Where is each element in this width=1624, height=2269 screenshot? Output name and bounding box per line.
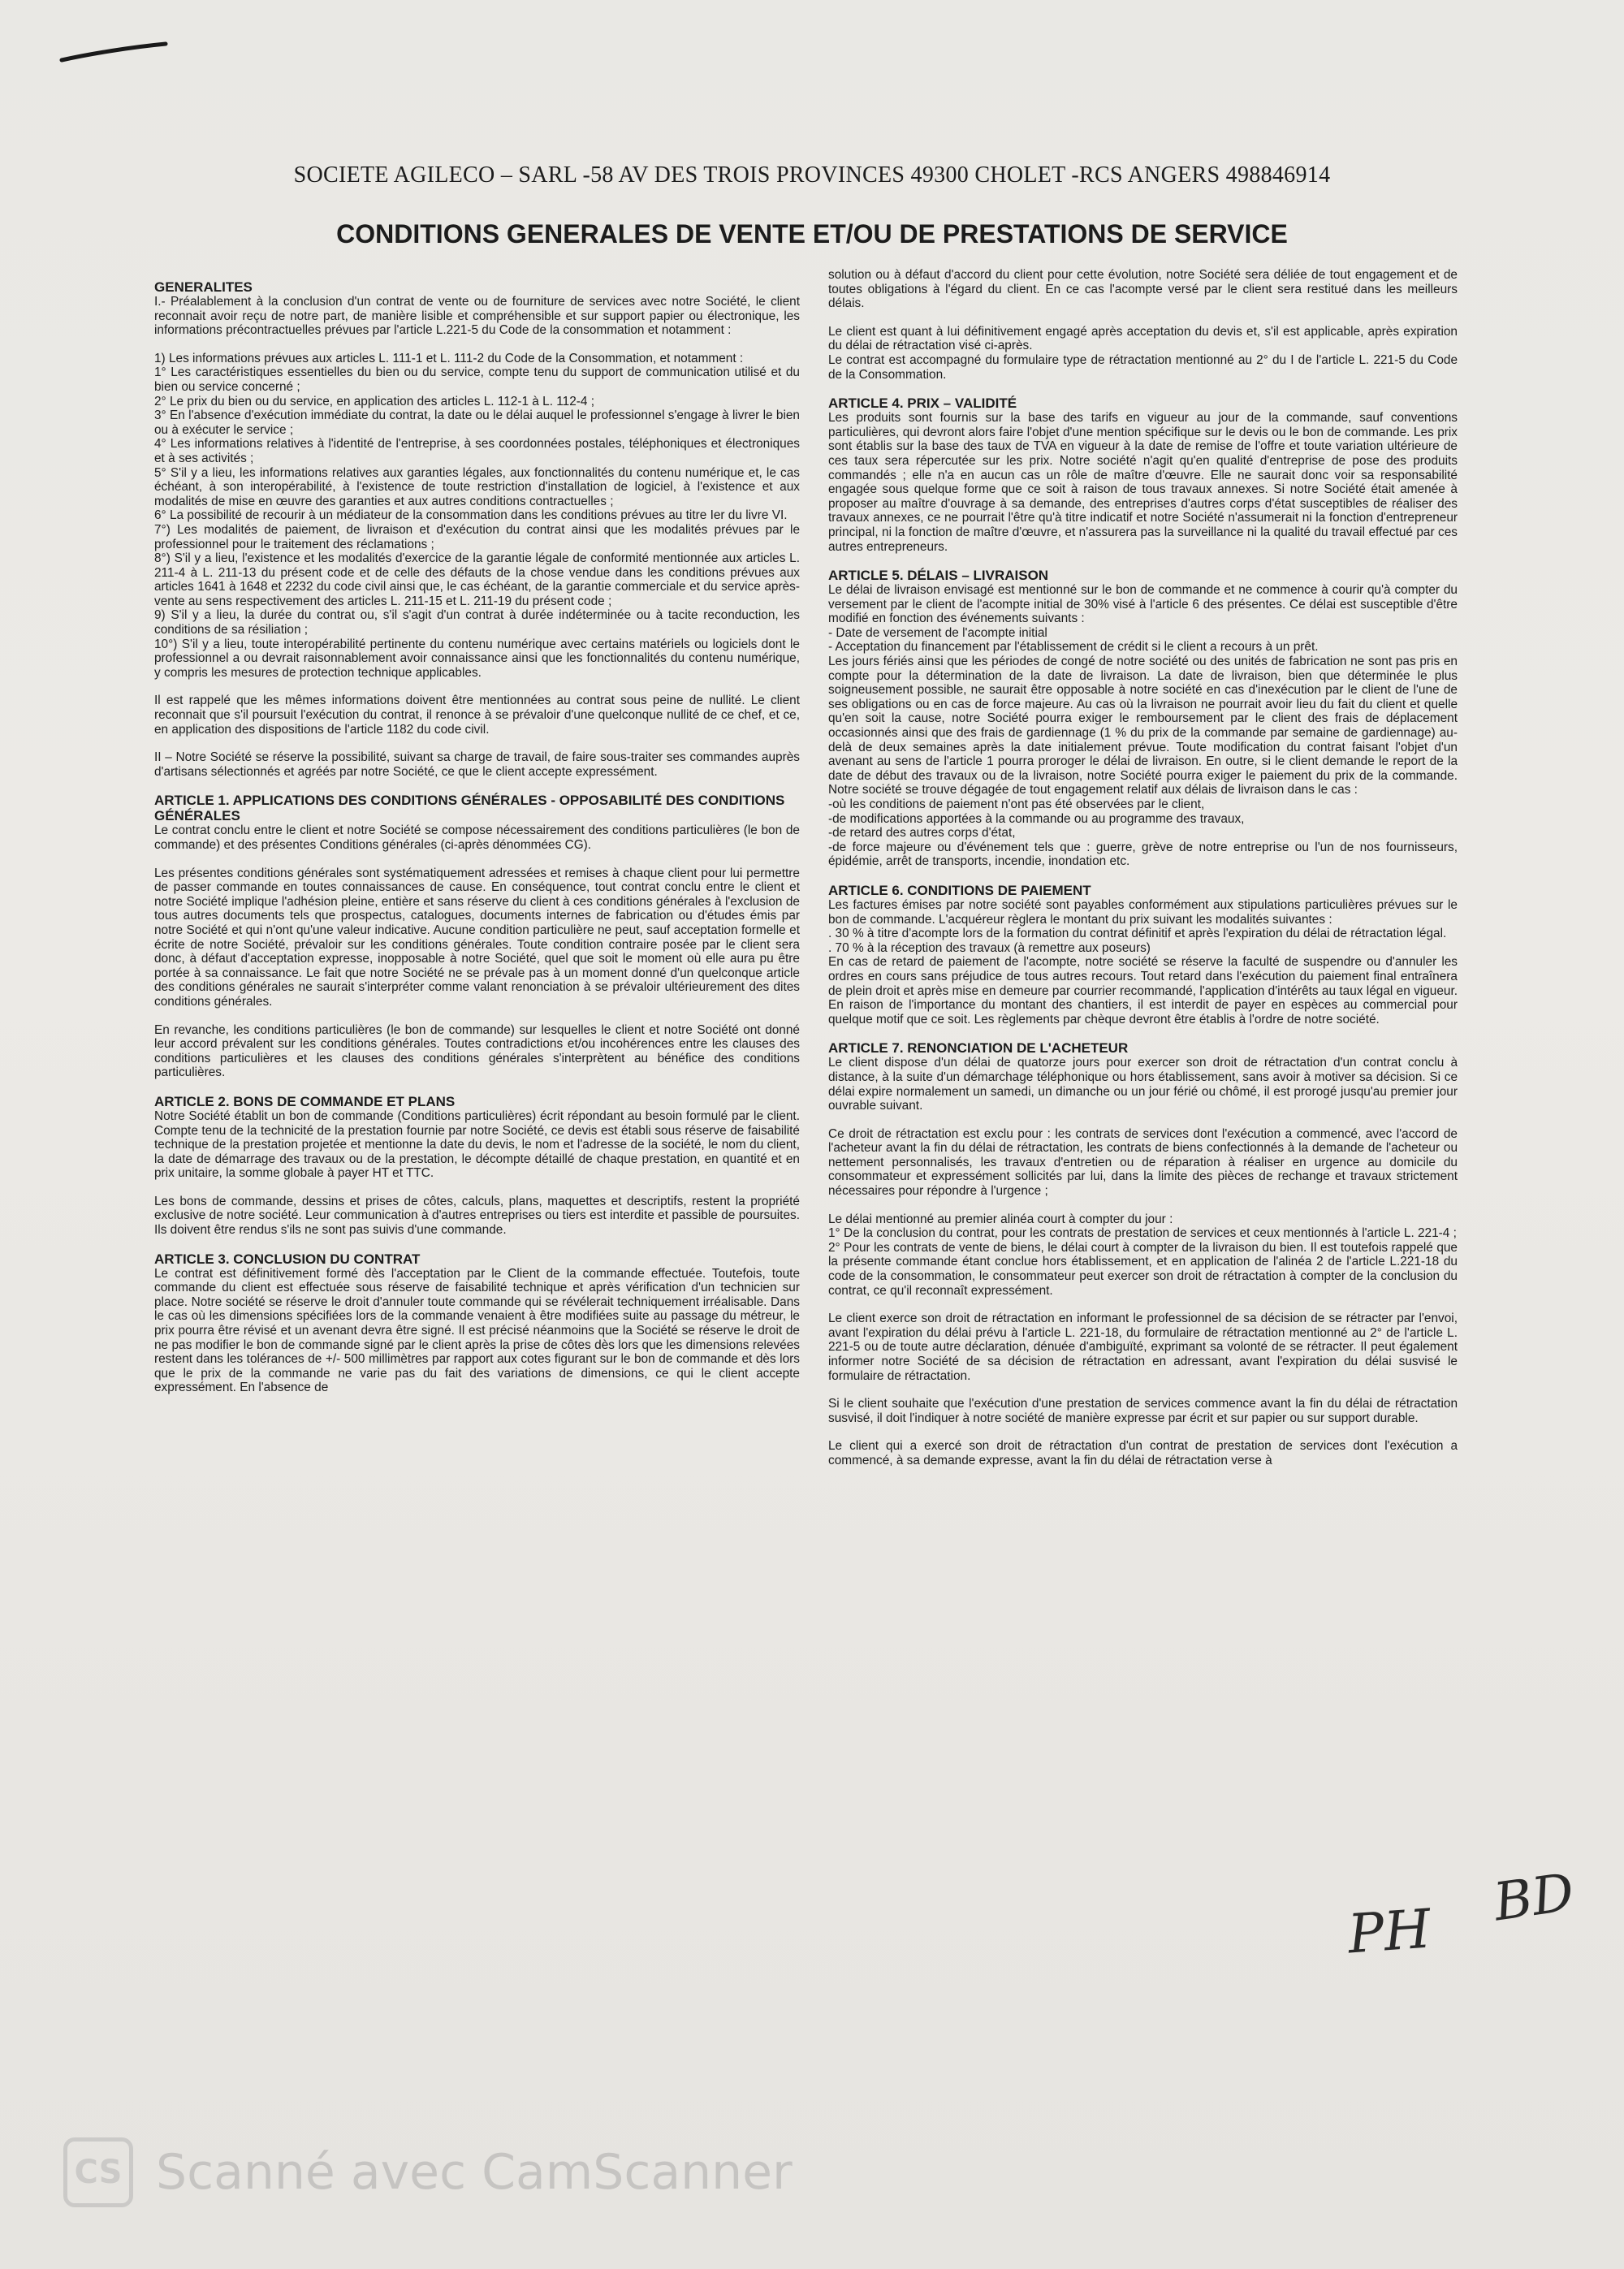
article-7-heading: ARTICLE 7. RENONCIATION DE L'ACHETEUR [828, 1040, 1129, 1057]
generalites-paragraph: II – Notre Société se réserve la possibilité, suivant sa charge de travail, de faire sous-traiter ses commandes auprès d'artisans sélectionnés et agréés par notre Société, ce que le client accepte expressément. [154, 750, 800, 779]
article-5-heading: ARTICLE 5. DÉLAIS – LIVRAISON [828, 568, 1049, 584]
article-1-heading: ARTICLE 1. APPLICATIONS DES CONDITIONS GÉNÉRALES - OPPOSABILITÉ DES CONDITIONS GÉNÉRALES [154, 793, 785, 824]
article-2-heading: ARTICLE 2. BONS DE COMMANDE ET PLANS [154, 1093, 456, 1109]
camscanner-logo-icon: CS [63, 2137, 133, 2207]
generalites-paragraph: I.- Préalablement à la conclusion d'un contrat de vente ou de fourniture de services avec notre Société, le client reconnait avoir reçu de notre part, de manière lisible et compréhensible et sur support papier ou électronique, les informations précontractuelles prévues par l'article L.221-5 du Code de la consommation et notamment : [154, 295, 800, 338]
handwritten-initials-ph: PH [1345, 1897, 1433, 1966]
article-7-paragraph: Si le client souhaite que l'exécution d'une prestation de services commence avant la fin du délai de rétractation susvisé, il doit l'indiquer à notre société de manière expresse par écrit et sur papier ou sur support durable. [828, 1397, 1458, 1425]
article-4-heading: ARTICLE 4. PRIX – VALIDITÉ [828, 395, 1017, 412]
article-7-paragraph: Ce droit de rétractation est exclu pour : les contrats de services dont l'exécution a commencé, avec l'accord de l'acheteur avant la fin du délai de rétractation, les contrats de biens confectionnés à la demande de l'acheteur ou nettement personnalisés, les travaux d'entretien ou de réparation à réaliser en urgence au domicile du consommateur et expressément sollicités par lui, dans la limite des pièces de rechange et travaux strictement nécessaires pour répondre à l'urgence ; [828, 1126, 1458, 1199]
article-3-paragraph: Le contrat est définitivement formé dès l'acceptation par le Client de la commande effectuée. Toutefois, toute commande du client est effectuée sous réserve de faisabilité technique et après vérification d'un technicien sur place. Notre société se réserve le droit d'annuler toute commande qui se révélerait techniquement irréalisable. Dans le cas où les dimensions spécifiées lors de la commande venaient à être modifiées suite au passage du métreur, le prix pourra être révisé et un avenant devra être signé. Il est précisé néanmoins que la Société se réserve le droit de ne pas modifier le bon de commande signé par le client après la prise de côtes dès lors que les dimensions relevées restent dans les tolérances de +/- 500 millimètres par rapport aux cotes figurant sur le bon de commande et dès lors que le prix de la commande ne varie pas du fait des variations de dimensions, ce qui le client accepte expressément. En l'absence de [154, 1266, 800, 1395]
article-3-continuation: Le client est quant à lui définitivement engagé après acceptation du devis et, s'il est applicable, après expiration du délai de rétractation visé ci-après. Le contrat est accompagné du formulaire type de rétractation mentionné au 2° du I de l'article L. 221-5 du Code de la Consommation. [828, 324, 1458, 382]
generalites-list: 1) Les informations prévues aux articles L. 111-1 et L. 111-2 du Code de la Consommation, et notamment : 1° Les caractéristiques essentielles du bien ou du service, compte tenu du support de communication utilisé et du bien ou service concerné ; 2° Le prix du bien ou du service, en application des articles L. 112-1 à L. 112-4 ; 3° En l'absence d'exécution immédiate du contrat, la date ou le délai auquel le professionnel s'engage à livrer le bien ou à exécuter le service ; 4° Les informations relatives à l'identité de l'entreprise, à ses coordonnées postales, téléphoniques et électroniques et à ses activités ; 5° S'il y a lieu, les informations relatives aux garanties légales, aux fonctionnalités du contenu numérique et, le cas échéant, à son interopérabilité, à l'existence de toute restriction d'installation de logiciel, à l'existence et aux modalités de mise en œuvre des garanties et aux autres conditions contractuelles ; 6° La possibilité de recourir à un médiateur de la consommation dans les conditions prévues au titre Ier du livre VI. 7°) Les modalités de paiement, de livraison et d'exécution du contrat ainsi que les modalités prévues par le professionnel pour le traitement des réclamations ; 8°) S'il y a lieu, l'existence et les modalités d'exercice de la garantie légale de conformité mentionnée aux articles L. 211-4 à L. 211-13 du présent code et de celle des défauts de la chose vendue dans les conditions prévues aux articles 1641 à 1648 et 2232 du code civil ainsi que, le cas échéant, de la garantie commerciale et du service après-vente au sens respectivement des articles L. 211-15 et L. 211-19 du présent code ; 9) S'il y a lieu, la durée du contrat ou, s'il s'agit d'un contrat à durée indéterminée ou à tacite reconduction, les conditions de sa résiliation ; 10°) S'il y a lieu, toute interopérabilité pertinente du contenu numérique avec certains matériels ou logiciels dont le professionnel a ou devrait raisonnablement avoir connaissance ainsi que les fonctionnalités du contenu numérique, y compris les mesures de protection technique applicables. [154, 351, 800, 680]
left-column [154, 268, 800, 2055]
article-7-paragraph: Le client exerce son droit de rétractation en informant le professionnel de sa décision de se rétracter par l'envoi, avant l'expiration du délai prévu à l'article L. 221-18, du formulaire de rétractation mentionné au 2° de l'article L. 221-5 ou de toute autre déclaration, dénuée d'ambiguïté, exprimant sa volonté de se rétracter. Il peut également informer notre Société de sa décision de rétractation en adressant, avant l'expiration du délai susvisé le formulaire de rétractation. [828, 1312, 1458, 1383]
article-6-paragraph: Les factures émises par notre société sont payables conformément aux stipulations particulières prévues sur le bon de commande. L'acquéreur règlera le montant du prix suivant les modalités suivantes : . 30 % à titre d'acompte lors de la formation du contrat définitif et après l'expiration du délai de rétractation légal. . 70 % à la réception des travaux (à remettre aux poseurs) En cas de retard de paiement de l'acompte, notre société se réserve la faculté de suspendre ou d'annuler les ordres en cours sans préjudice de tous autres recours. Tout retard dans l'exécution du paiement final entraînera de plein droit et après mise en demeure par courrier recommandé, l'application d'intérêts au taux légal en vigueur. En raison de l'importance du montant des chantiers, il est interdit de payer en espèces au commercial pour quelque motif que ce soit. Les règlements par chèque devront être établis à l'ordre de notre société. [828, 897, 1458, 1026]
handwritten-initials-bd: BD [1490, 1862, 1579, 1934]
article-7-paragraph: Le délai mentionné au premier alinéa court à compter du jour : 1° De la conclusion du contrat, pour les contrats de prestation de services et ceux mentionnés à l'article L. 221-4 ; 2° Pour les contrats de vente de biens, le délai court à compter de la livraison du bien. Il est toutefois rappelé que la présente commande étant conclue hors établissement, et en application de l'alinéa 2 de l'article L.221-18 du code de la consommation, le consommateur peut exercer son droit de rétractation à compter de la conclusion du contrat, ce qu'il reconnaît expressément. [828, 1212, 1458, 1298]
article-1-paragraph: En revanche, les conditions particulières (le bon de commande) sur lesquelles le client et notre Société ont donné leur accord prévalent sur les conditions générales. Toutes contradictions et/ou incohérences entre les clauses des conditions particulières et les clauses des conditions générales s'interprètent au bénéfice des conditions particulières. [154, 1022, 800, 1080]
article-6-heading: ARTICLE 6. CONDITIONS DE PAIEMENT [828, 882, 1091, 898]
watermark-text: Scanné avec CamScanner [156, 2144, 793, 2201]
article-1-paragraph: Les présentes conditions générales sont systématiquement adressées et remises à chaque client pour lui permettre de passer commande en toutes connaissances de cause. En conséquence, tout contrat conclu entre le client et notre Société implique l'adhésion pleine, entière et sans réserve du client à ces conditions générales à l'exclusion de tous autres documents tels que prospectus, catalogues, documents internes de fabrication ou d'études émis par notre Société et qui n'ont qu'une valeur indicative. Aucune condition particulière ne peut, sauf acceptation formelle et écrite de notre Société, prévaloir sur les conditions générales. Toute condition contraire posée par le client sera donc, à défaut d'acceptation expresse, inopposable à notre Société, quel que soit le moment où elle aura pu être portée à sa connaissance. Le fait que notre Société ne se prévale pas à un moment donné d'un quelconque article des conditions générales ne saurait s'interpréter comme valant renonciation à se prévaloir ultérieurement des dites conditions générales. [154, 866, 800, 1009]
scanner-watermark [63, 2137, 793, 2207]
article-5-paragraph: Le délai de livraison envisagé est mentionné sur le bon de commande et ne commence à courir qu'à compter du versement par le client de l'acompte initial de 30% visé à l'article 6 des présentes. Ce délai est susceptible d'être modifié en fonction des événements suivants : - Date de versement de l'acompte initial - Acceptation du financement par l'établissement de crédit si le client a recours à un prêt. Les jours fériés ainsi que les périodes de congé de notre société ou des unités de fabrication ne sont pas pris en compte pour la détermination de la date de livraison. La date de livraison, bien que déterminée le plus soigneusement possible, ne saurait être opposable à notre société en cas d'inexécution par le client de l'une de ses obligations ou en cas de force majeure. Au cas où la livraison ne pourrait avoir lieu du fait du client et quelle qu'en soit la cause, notre Société pourra exiger le remboursement par le client des frais de déplacement occasionnés ainsi que des frais de gardiennage (1 % du prix de la commande par semaine de gardiennage) au-delà de deux semaines après la date initialement prévue. Toute modification du contrat faisant l'objet d'un avenant au sens de l'article 1 pourra proroger le délai de livraison. En outre, si le client demande le report de la date de début des travaux ou de la livraison, notre Société pourra exiger le paiement du prix de la commande. Notre société se trouve dégagée de tout engagement relatif aux délais de livraison dans le cas : -où les conditions de paiement n'ont pas été observées par le client, -de modifications apportées à la commande ou au programme des travaux, -de retard des autres corps d'état, -de force majeure ou d'événement tels que : guerre, grève de notre entreprise ou l'un de nos fournisseurs, épidémie, arrêt de transports, incendie, inondation etc. [828, 583, 1458, 869]
article-4-paragraph: Les produits sont fournis sur la base des tarifs en vigueur au jour de la commande, sauf conventions particulières, qui devront alors faire l'objet d'une mention spécifique sur le devis ou le bon de commande. Les prix sont établis sur la base des taux de TVA en vigueur à la date de remise de l'offre et toute variation ultérieure de ces taux sera répercutée sur les prix. Notre société n'agit qu'en qualité d'entreprise de pose des produits commandés ; elle n'a en aucun cas un rôle de maître d'œuvre. Elle ne saurait donc voir sa responsabilité engagée sous quelque forme que ce soit à raison de tous travaux annexes. Si notre Société était amenée à proposer au maître d'ouvrage à sa demande, des entreprises d'autres corps d'état susceptibles de réaliser des travaux annexes, ce ne pourrait l'être qu'à titre indicatif et notre Société n'assumerait ni la fonction d'entrepreneur principal, ni la fonction de maître d'œuvre, et n'assurera pas la surveillance ni la qualité du travail effectué par ces autres entrepreneurs. [828, 411, 1458, 554]
document-title: CONDITIONS GENERALES DE VENTE ET/OU DE PRESTATIONS DE SERVICE [336, 219, 1288, 249]
generalites-paragraph: Il est rappelé que les mêmes informations doivent être mentionnées au contrat sous peine de nullité. Le client reconnait que s'il poursuit l'exécution du contrat, il renonce à se prévaloir d'une quelconque nullité de ce chef, et ce, en application des dispositions de l'article 1182 du code civil. [154, 694, 800, 737]
article-1-paragraph: Le contrat conclu entre le client et notre Société se compose nécessairement des conditions particulières (le bon de commande) et des présentes Conditions générales (ci-après dénommées CG). [154, 823, 800, 852]
article-3-heading: ARTICLE 3. CONCLUSION DU CONTRAT [154, 1251, 421, 1267]
generalites-heading: GENERALITES [154, 279, 253, 295]
company-header: SOCIETE AGILECO – SARL -58 AV DES TROIS PROVINCES 49300 CHOLET -RCS ANGERS 498846914 [293, 162, 1331, 188]
right-column [828, 268, 1458, 2055]
article-7-paragraph: Le client qui a exercé son droit de rétractation d'un contrat de prestation de services dont l'exécution a commencé, à sa demande expresse, avant la fin du délai de rétractation verse à [828, 1439, 1458, 1467]
article-2-paragraph: Notre Société établit un bon de commande (Conditions particulières) écrit répondant au besoin formulé par le client. Compte tenu de la technicité de la prestation fournie par notre Société, ce devis est établi sous réserve de faisabilité technique de la prestation projetée et mentionne la date du devis, le nom et l'adresse de la société, le nom du client, la date de démarrage des travaux ou de la prestation, le décompte détaillé de chaque prestation, en quantité et en prix unitaire, la somme globale à payer HT et TTC. [154, 1109, 800, 1181]
article-2-paragraph: Les bons de commande, dessins et prises de côtes, calculs, plans, maquettes et descriptifs, restent la propriété exclusive de notre société. Leur communication à d'autres entreprises ou tiers est interdite et passible de poursuites. Ils doivent être rendus s'ils ne sont pas suivis d'une commande. [154, 1194, 800, 1238]
pen-stroke-mark [58, 36, 172, 68]
article-3-continuation: solution ou à défaut d'accord du client pour cette évolution, notre Société sera déliée de tout engagement et de toutes obligations à l'égard du client. En ce cas l'acompte versé par le client sera restitué dans les meilleurs délais. [828, 268, 1458, 311]
article-7-paragraph: Le client dispose d'un délai de quatorze jours pour exercer son droit de rétractation d'un contrat conclu à distance, à la suite d'un démarchage téléphonique ou hors établissement, sans avoir à motiver sa décision. Si ce délai expire normalement un samedi, un dimanche ou un jour férié ou chômé, il est prorogé jusqu'au premier jour ouvrable suivant. [828, 1056, 1458, 1113]
